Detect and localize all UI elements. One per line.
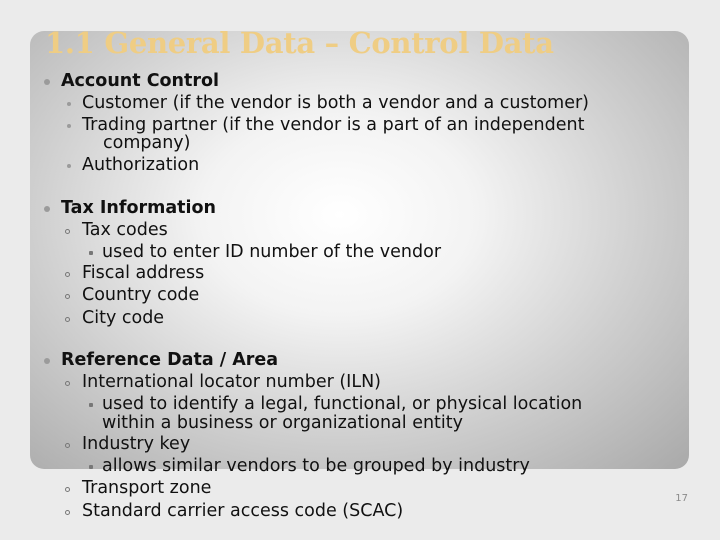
bullet-ring xyxy=(65,487,70,492)
list-item-continuation: company) xyxy=(103,133,191,153)
section-heading-account-control: Account Control xyxy=(61,71,220,91)
bullet-dot xyxy=(67,124,71,128)
list-item: Industry key xyxy=(82,434,191,454)
bullet-dot xyxy=(67,164,71,168)
bullet-dot xyxy=(44,79,50,85)
list-item: allows similar vendors to be grouped by industry xyxy=(102,456,530,476)
bullet-dot xyxy=(67,102,71,106)
bullet-square xyxy=(89,403,93,407)
bullet-square xyxy=(89,251,93,255)
list-item: International locator number (ILN) xyxy=(82,372,382,392)
bullet-dot xyxy=(44,358,50,364)
list-item: Standard carrier access code (SCAC) xyxy=(82,501,404,521)
list-item: used to identify a legal, functional, or physical location xyxy=(102,394,583,414)
bullet-ring xyxy=(65,272,70,277)
list-item: used to enter ID number of the vendor xyxy=(102,242,442,262)
bullet-ring xyxy=(65,229,70,234)
list-item: Transport zone xyxy=(82,478,212,498)
bullet-square xyxy=(89,465,93,469)
slide-title: 1.1 General Data – Control Data xyxy=(45,26,554,60)
bullet-ring xyxy=(65,294,70,299)
list-item: Tax codes xyxy=(82,220,168,240)
bullet-ring xyxy=(65,381,70,386)
page-number: 17 xyxy=(675,493,688,504)
section-heading-reference-data: Reference Data / Area xyxy=(61,350,279,370)
section-heading-tax-information: Tax Information xyxy=(61,198,216,218)
list-item-continuation: within a business or organizational entity xyxy=(102,413,463,433)
list-item: City code xyxy=(82,308,165,328)
list-item: Customer (if the vendor is both a vendor and a customer) xyxy=(82,93,590,113)
bullet-ring xyxy=(65,510,70,515)
list-item: Fiscal address xyxy=(82,263,205,283)
list-item: Trading partner (if the vendor is a part of an independent xyxy=(82,115,585,135)
bullet-ring xyxy=(65,317,70,322)
bullet-dot xyxy=(44,206,50,212)
bullet-ring xyxy=(65,443,70,448)
list-item: Authorization xyxy=(82,155,200,175)
list-item: Country code xyxy=(82,285,200,305)
